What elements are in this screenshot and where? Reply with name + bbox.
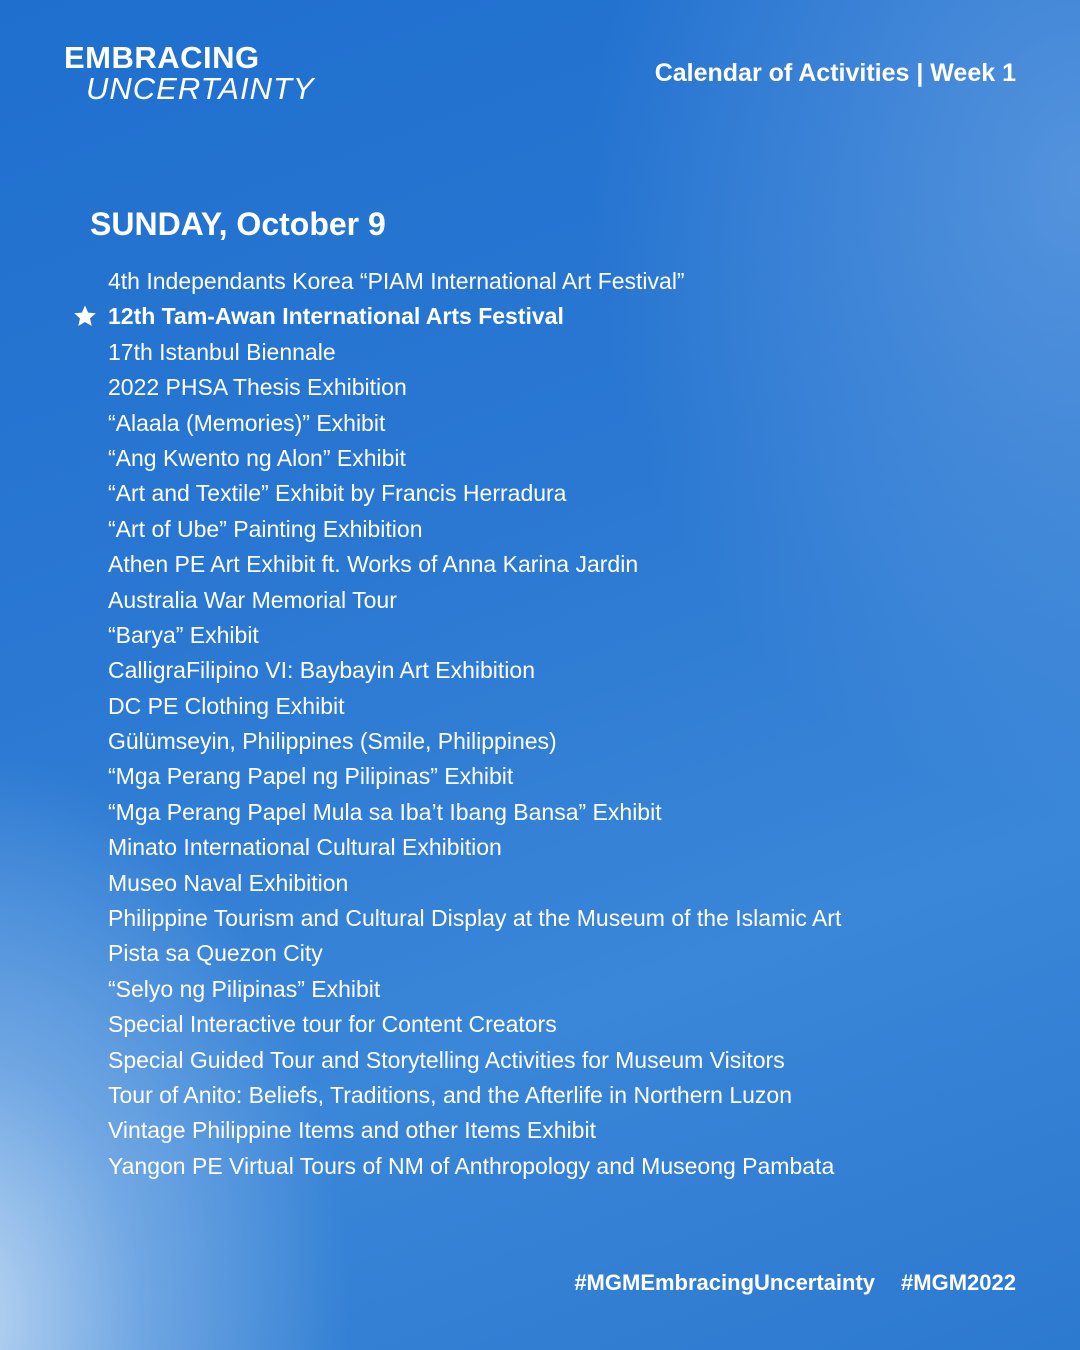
- event-list: [108, 264, 1008, 1184]
- event-item: Athen PE Art Exhibit ft. Works of Anna Karina Jardin: [108, 551, 639, 578]
- event-item: DC PE Clothing Exhibit: [108, 692, 345, 719]
- event-item: “Ang Kwento ng Alon” Exhibit: [108, 444, 406, 471]
- event-item: Pista sa Quezon City: [108, 940, 323, 967]
- event-item: 17th Istanbul Biennale: [108, 338, 336, 365]
- event-item: Vintage Philippine Items and other Items Exhibit: [108, 1117, 596, 1144]
- event-item: Tour of Anito: Beliefs, Traditions, and the Afterlife in Northern Luzon: [108, 1081, 793, 1108]
- event-item: 4th Independants Korea “PIAM International Art Festival”: [108, 268, 685, 294]
- event-item: Museo Naval Exhibition: [108, 869, 349, 896]
- event-item: Gülümseyin, Philippines (Smile, Philippines): [108, 728, 557, 755]
- day-heading: SUNDAY, October 9: [90, 206, 386, 242]
- logo-line-uncertainty: UNCERTAINTY: [86, 71, 315, 106]
- event-item: “Art and Textile” Exhibit by Francis Herradura: [108, 480, 567, 507]
- event-item-label: 12th Tam-Awan International Arts Festival: [108, 303, 564, 330]
- event-item: Minato International Cultural Exhibition: [108, 834, 502, 861]
- event-item: Special Guided Tour and Storytelling Activities for Museum Visitors: [108, 1046, 785, 1073]
- hashtag-mgm2022: #MGM2022: [901, 1270, 1016, 1295]
- event-item: “Selyo ng Pilipinas” Exhibit: [108, 975, 381, 1002]
- event-item: 2022 PHSA Thesis Exhibition: [108, 374, 407, 401]
- logo: [64, 42, 324, 104]
- event-item: CalligraFilipino VI: Baybayin Art Exhibition: [108, 657, 535, 684]
- event-item: Yangon PE Virtual Tours of NM of Anthropology and Museong Pambata: [108, 1152, 835, 1179]
- event-item: “Barya” Exhibit: [108, 621, 259, 648]
- event-item: “Alaala (Memories)” Exhibit: [108, 409, 386, 436]
- event-item: “Mga Perang Papel Mula sa Iba’t Ibang Bansa” Exhibit: [108, 798, 662, 825]
- star-icon: [73, 304, 97, 328]
- event-item: “Mga Perang Papel ng Pilipinas” Exhibit: [108, 763, 514, 790]
- event-item: [108, 299, 1008, 334]
- logo-line-embracing: EMBRACING: [64, 40, 260, 75]
- event-item: Philippine Tourism and Cultural Display at the Museum of the Islamic Art: [108, 905, 842, 932]
- event-item: Special Interactive tour for Content Creators: [108, 1011, 557, 1038]
- page-title: Calendar of Activities | Week 1: [654, 59, 1016, 87]
- event-item: Australia War Memorial Tour: [108, 586, 397, 613]
- footer-hashtags: [574, 1268, 1016, 1298]
- event-item: “Art of Ube” Painting Exhibition: [108, 515, 423, 542]
- hashtag-embracing-uncertainty: #MGMEmbracingUncertainty: [574, 1270, 876, 1295]
